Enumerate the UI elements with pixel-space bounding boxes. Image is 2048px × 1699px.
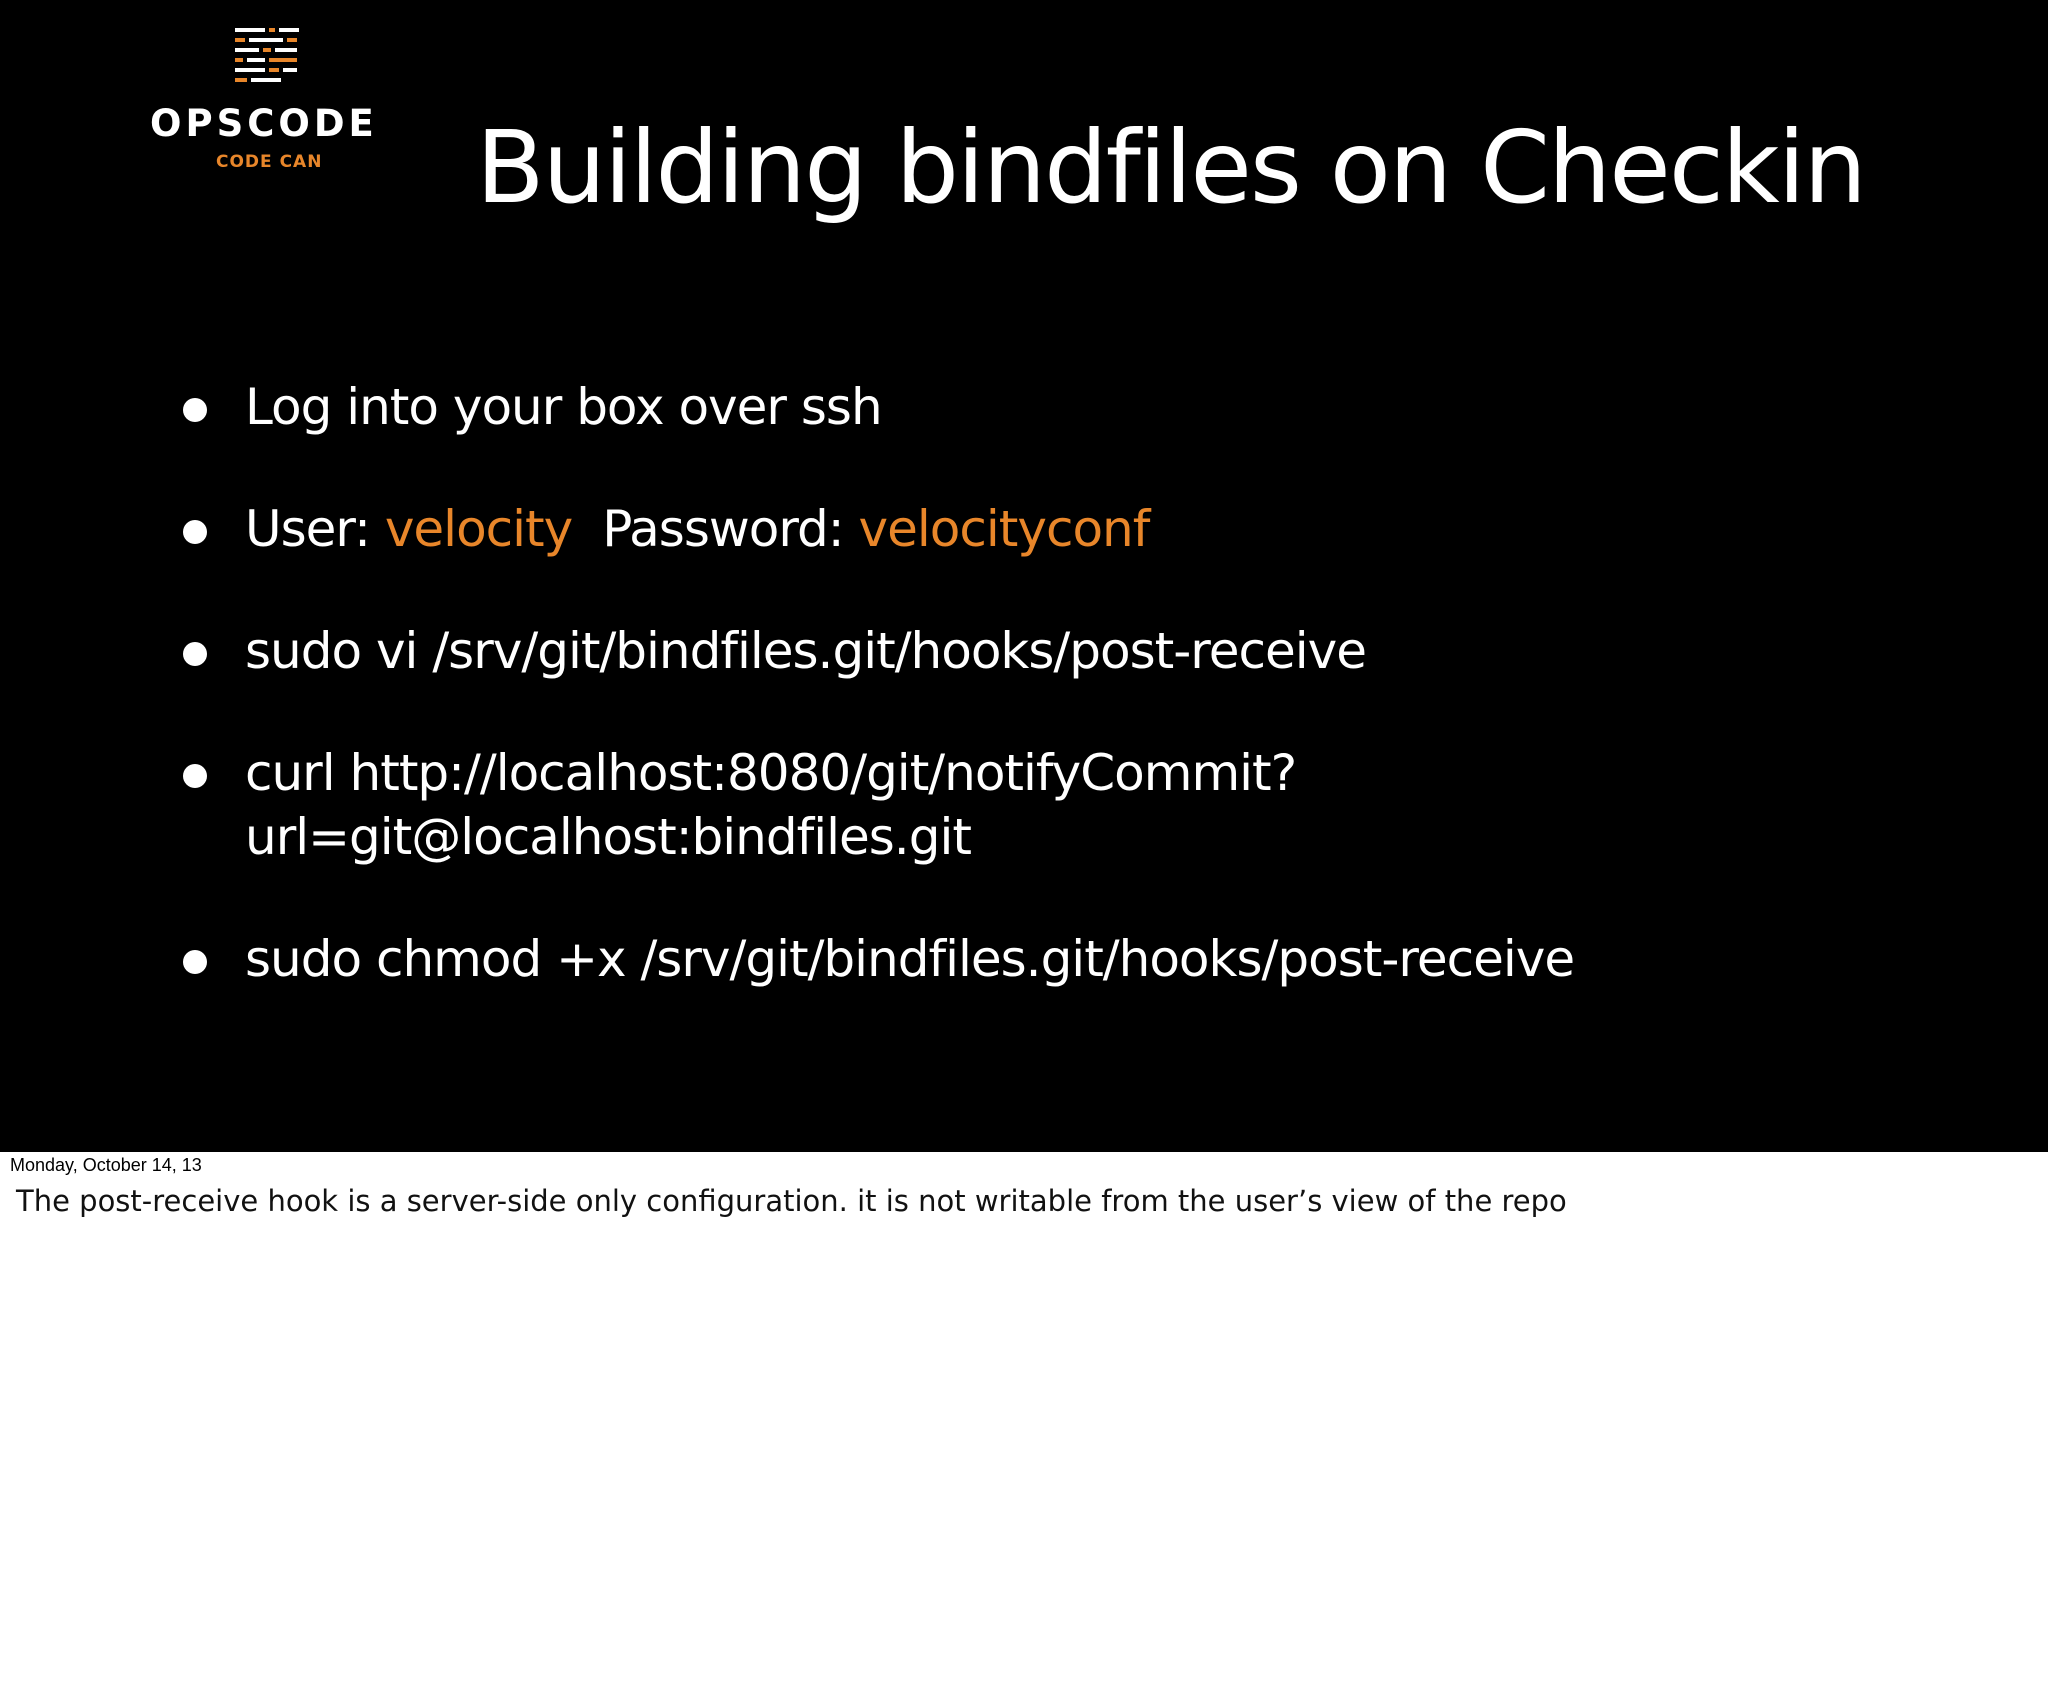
opscode-logo [148, 26, 398, 176]
logo-name: OPSCODE [150, 102, 378, 145]
bullet-icon [183, 398, 207, 422]
user-label: User: [245, 500, 385, 558]
bullet-icon [183, 520, 207, 544]
bullet-icon [183, 764, 207, 788]
password-label: Password: [602, 500, 859, 558]
bullet-item [180, 741, 1574, 869]
bullet-list [180, 375, 1574, 1049]
opscode-logo-icon [233, 26, 313, 90]
password-value: velocityconf [858, 500, 1150, 558]
slide-title: Building bindfiles on Checkin [476, 109, 1865, 226]
bullet-text: sudo chmod +x /srv/git/bindfiles.git/hooks/post-receive [245, 930, 1575, 988]
bullet-text: Log into your box over ssh [245, 378, 882, 436]
speaker-notes: The post-receive hook is a server-side only configuration. it is not writable from the user’s view of the repo [16, 1184, 1567, 1218]
logo-tagline: CODE CAN [216, 152, 323, 172]
bullet-item [180, 497, 1574, 561]
bullet-icon [183, 642, 207, 666]
slide-date: Monday, October 14, 13 [10, 1155, 202, 1175]
bullet-item [180, 619, 1574, 683]
bullet-text-line2: url=git@localhost:bindfiles.git [245, 808, 971, 866]
bullet-icon [183, 950, 207, 974]
user-value: velocity [384, 500, 573, 558]
bullet-item [180, 927, 1574, 991]
bullet-item [180, 375, 1574, 439]
bullet-text-line1: curl http://localhost:8080/git/notifyCommit? [245, 744, 1297, 802]
bullet-text: sudo vi /srv/git/bindfiles.git/hooks/post-receive [245, 622, 1366, 680]
